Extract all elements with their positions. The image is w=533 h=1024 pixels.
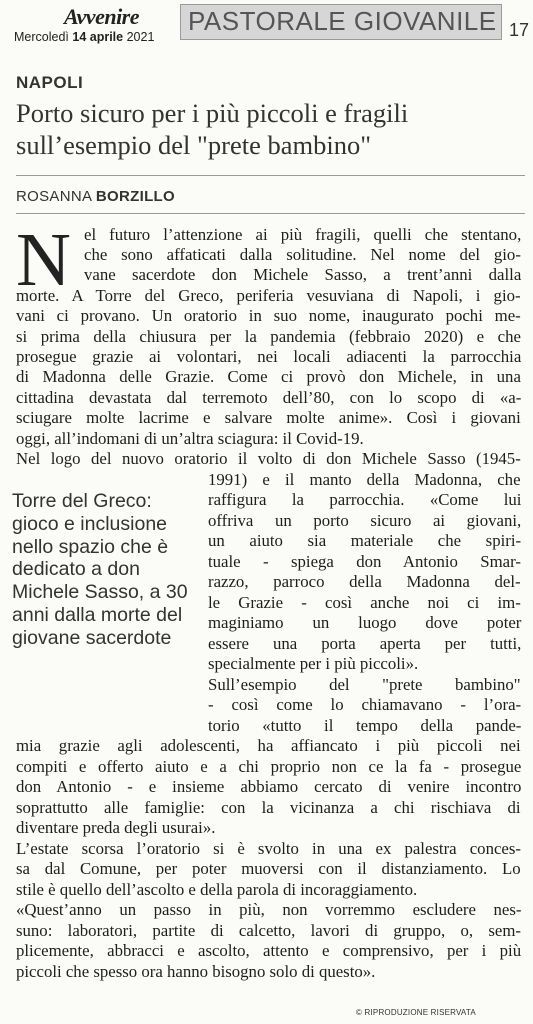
body-line: piccoli che spesso ora hanno bisogno solo di questo».	[16, 962, 376, 981]
body-line: 1991) e il manto della Madonna, che	[208, 470, 521, 489]
body-line: offriva un porto sicuro ai giovani,	[208, 511, 522, 530]
article-kicker: NAPOLI	[16, 73, 84, 92]
date-weekday: Mercoledì	[14, 30, 69, 44]
body-line: suno: laboratori, partite di calcetto, lavori di gruppo, o, sem-	[16, 921, 521, 940]
body-line: plicemente, abbracci e ascolto, attento e comprensivo, per i più	[16, 941, 522, 960]
issue-date	[14, 30, 154, 44]
body-line: morte. A Torre del Greco, periferia vesuviana di Napoli, i gio-	[16, 286, 521, 305]
body-line: soprattutto alle famiglie: con la vicinanza a chi rischiava di	[16, 798, 521, 817]
body-line: oggi, all’indomani di un’altra sciagura: il Covid-19.	[16, 429, 364, 448]
body-line: maginiamo un luogo dove poter	[208, 613, 522, 632]
body-line: specialmente per i più piccoli».	[208, 654, 419, 673]
body-line: Nel logo del nuovo oratorio il volto di don Michele Sasso (1945-	[16, 449, 521, 468]
body-line: torio «tutto il tempo della pande-	[208, 716, 522, 735]
body-line: compiti e offerto aiuto e a chi proprio non ce la fa - prosegue	[16, 757, 522, 776]
body-line: tuale - spiega don Antonio Smar-	[208, 552, 521, 571]
body-line: «Quest’anno un passo in più, non vorremmo escludere nes-	[16, 900, 522, 919]
body-line: che sono affaticati dalla solitudine. Nel nome del gio-	[84, 245, 521, 264]
byline-divider	[16, 213, 525, 214]
newspaper-logo: Avvenire	[64, 4, 140, 29]
body-line: si prima della chiusura per la pandemia (febbraio 2020) e che	[16, 327, 521, 346]
body-line: razzo, parroco della Madonna del-	[208, 572, 521, 591]
body-line: essere una porta aperta per tutti,	[208, 634, 522, 653]
byline-last-name: BORZILLO	[95, 188, 175, 205]
body-line: don Antonio - e insieme abbiamo cercato di venire incontro	[16, 777, 522, 796]
body-line: diventare preda degli usurai».	[16, 818, 216, 837]
headline-divider	[16, 175, 525, 176]
body-line: sciugare molte lacrime e salvare molte anime». Così i giovani	[16, 408, 521, 427]
body-line: raffigura la parrocchia. «Come lui	[208, 490, 522, 509]
body-line: Sull’esempio del "prete bambino"	[208, 675, 521, 694]
date-year: 2021	[126, 30, 155, 44]
page-number: 17	[509, 20, 530, 40]
body-line: vani ci provano. Un oratorio in suo nome, inaugurato pochi me-	[16, 306, 521, 325]
pull-quote: Torre del Greco: gioco e inclusione nello spazio che è dedicato a don Michele Sasso, a 30 anni dalla morte del giovane sacerdote	[12, 490, 188, 649]
body-line: di Madonna delle Grazie. Come ci provò don Michele, in una	[16, 367, 521, 386]
body-line: cittadina devastata dal terremoto dell’80, con lo scopo di «a-	[16, 388, 522, 407]
body-line: un aiuto sia materiale che spiri-	[208, 531, 522, 550]
body-line: prosegue grazie ai volontari, nei locali adiacenti la parrocchia	[16, 347, 522, 366]
body-line: mia grazie agli adolescenti, ha affiancato i più piccoli nei	[16, 736, 521, 755]
body-line: le Grazie - così anche noi ci im-	[208, 593, 521, 612]
body-line: L’estate scorsa l’oratorio si è svolto in una ex palestra conces-	[16, 839, 521, 858]
drop-cap: N	[16, 218, 71, 302]
date-day-month: 14 aprile	[72, 30, 124, 44]
copyright-notice: © RIPRODUZIONE RISERVATA	[356, 1008, 476, 1017]
article-byline	[16, 188, 175, 205]
body-line: sa dal Comune, per poter muoversi con il distanziamento. Lo	[16, 859, 521, 878]
body-line: - così come lo chiamavano - l’ora-	[208, 695, 522, 714]
article-headline: Porto sicuro per i più piccoli e fragili sull’esempio del "prete bambino"	[16, 98, 409, 160]
body-line: vane sacerdote don Michele Sasso, a trent’anni dalla	[84, 265, 522, 284]
section-title: PASTORALE GIOVANILE	[188, 6, 497, 36]
body-line: el futuro l’attenzione ai più fragili, quelli che stentano,	[84, 225, 522, 244]
byline-first-name: ROSANNA	[16, 188, 92, 205]
body-line: stile è quello dell’ascolto e della parola di incoraggiamento.	[16, 880, 418, 899]
